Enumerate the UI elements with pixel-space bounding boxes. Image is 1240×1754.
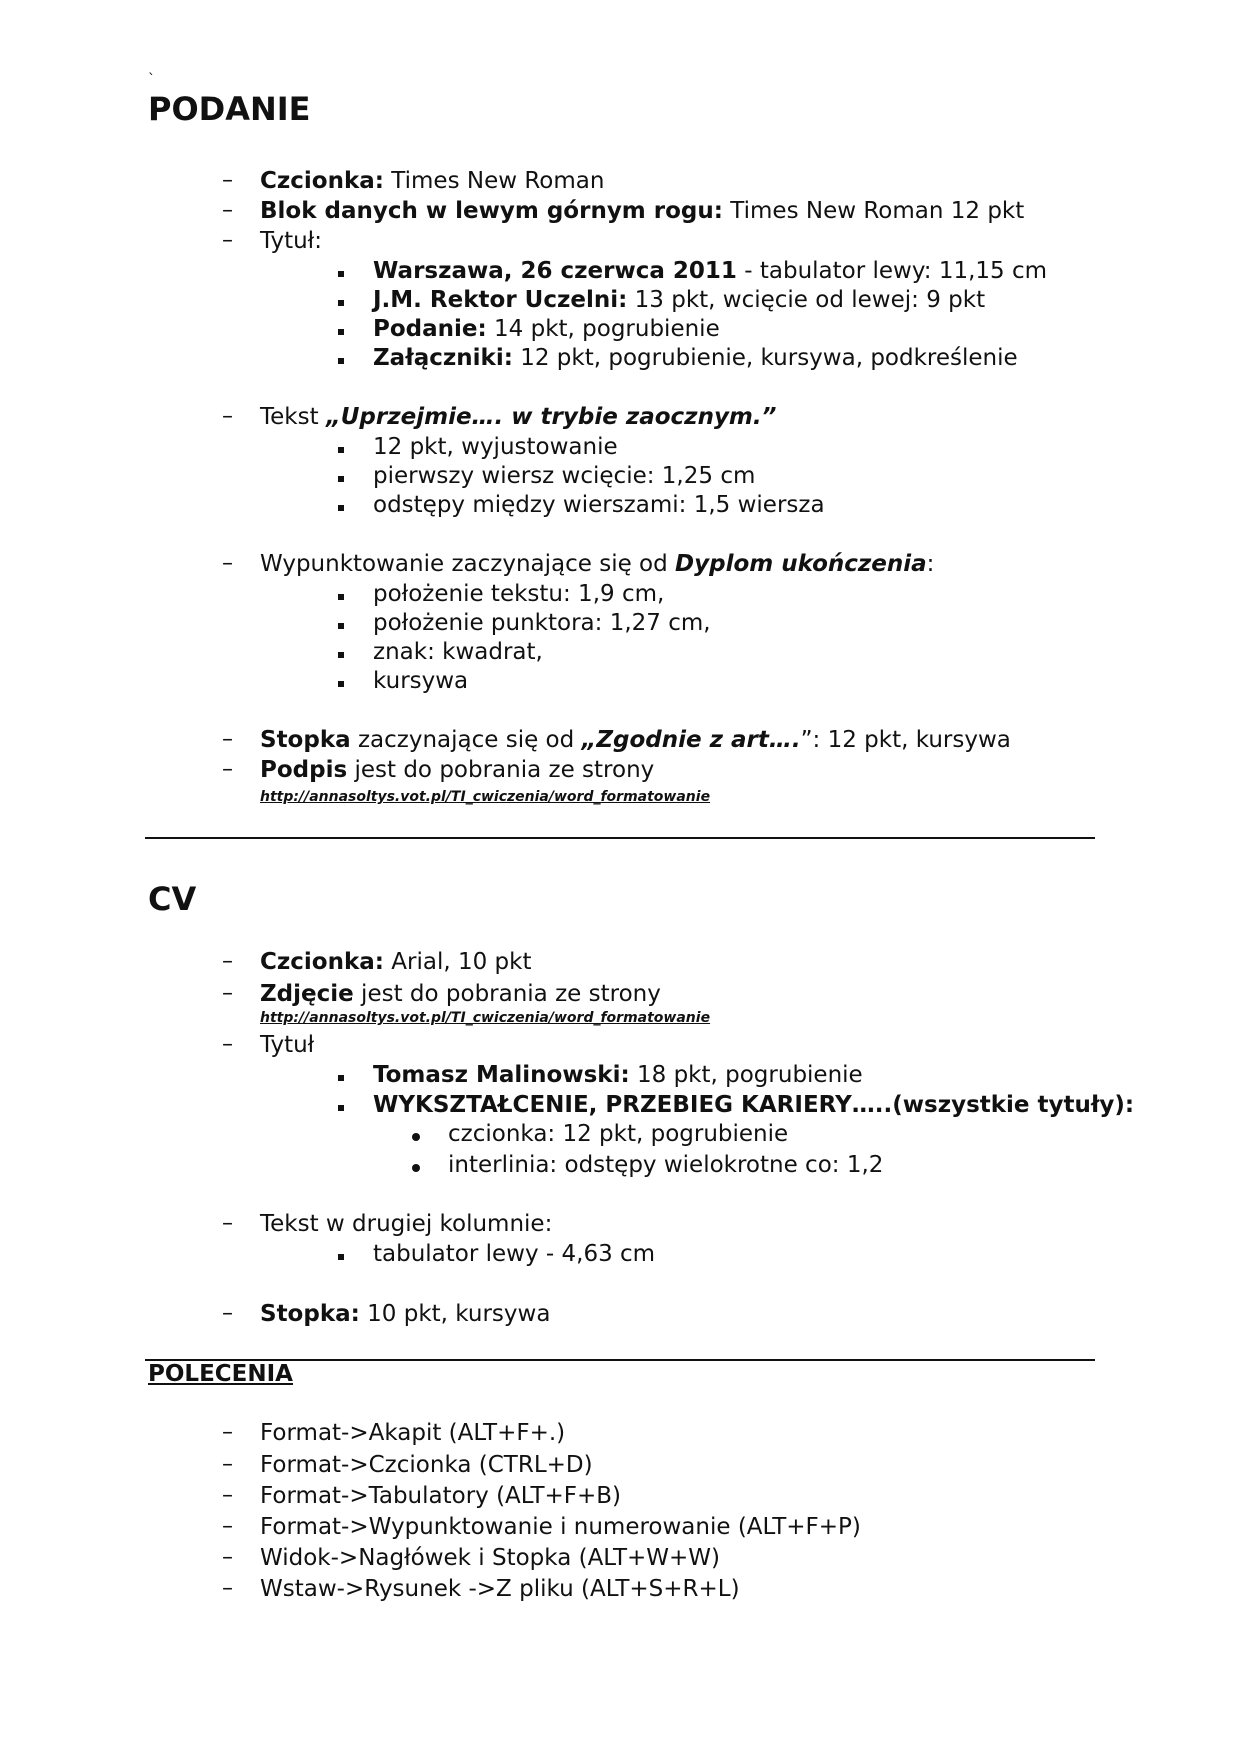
label: Czcionka:	[260, 949, 384, 975]
rest: jest do pobrania ze strony	[353, 981, 661, 1007]
heading-podanie: PODANIE	[148, 90, 311, 128]
square-bullet-icon	[338, 652, 344, 658]
square-bullet-icon	[338, 623, 344, 629]
dash-icon: –	[222, 727, 233, 752]
bold: Stopka:	[260, 1301, 360, 1327]
podpis-link[interactable]: http://annasoltys.vot.pl/TI_cwiczenia/word_formatowanie	[260, 789, 711, 805]
wyp-item-4: kursywa	[373, 668, 469, 694]
square-bullet-icon	[338, 1075, 344, 1081]
polecenie-item-3: Format->Tabulatory (ALT+F+B)	[260, 1483, 622, 1509]
podanie-tytul: Tytuł:	[260, 228, 322, 254]
cv-tytul: Tytuł	[260, 1032, 315, 1058]
bold: Tomasz Malinowski:	[373, 1062, 630, 1088]
prefix: Wypunktowanie zaczynające się od	[260, 551, 676, 577]
podanie-tekst	[260, 404, 776, 430]
rest: - tabulator lewy: 11,15 cm	[736, 258, 1048, 284]
cv-tytul-item-2	[373, 1092, 1134, 1118]
cv-czcionka	[260, 949, 532, 975]
podanie-stopka	[260, 727, 1011, 753]
podanie-podpis	[260, 757, 654, 783]
polecenie-item-1: Format->Akapit (ALT+F+.)	[260, 1420, 566, 1446]
square-bullet-icon	[338, 271, 344, 277]
round-bullet-icon	[412, 1133, 420, 1141]
square-bullet-icon	[338, 1105, 344, 1111]
square-bullet-icon	[338, 358, 344, 364]
square-bullet-icon	[338, 447, 344, 453]
square-bullet-icon	[338, 681, 344, 687]
rest: 12 pkt, pogrubienie, kursywa, podkreślenie	[512, 345, 1018, 371]
dash-icon: –	[222, 1211, 233, 1236]
tytul-item-1	[373, 258, 1047, 284]
dash-icon: –	[222, 949, 233, 974]
heading-cv: CV	[148, 880, 197, 918]
cv-tab-item: tabulator lewy - 4,63 cm	[373, 1241, 656, 1267]
podanie-wypunktowanie	[260, 551, 934, 577]
dash-icon: –	[222, 1576, 233, 1601]
cv-sub-item-1: czcionka: 12 pkt, pogrubienie	[448, 1121, 789, 1147]
wyp-item-2: położenie punktora: 1,27 cm,	[373, 610, 711, 636]
wyp-item-3: znak: kwadrat,	[373, 639, 543, 665]
dash-icon: –	[222, 1514, 233, 1539]
dash-icon: –	[222, 1301, 233, 1326]
square-bullet-icon	[338, 329, 344, 335]
cv-tytul-item-1	[373, 1062, 863, 1088]
rest: 13 pkt, wcięcie od lewej: 9 pkt	[627, 287, 986, 313]
value: Times New Roman	[383, 168, 605, 194]
bold: Podanie:	[373, 316, 487, 342]
tytul-item-2	[373, 287, 985, 313]
divider	[145, 837, 1095, 839]
cv-tekst2: Tekst w drugiej kolumnie:	[260, 1211, 553, 1237]
tytul-item-4	[373, 345, 1018, 371]
podanie-czcionka	[260, 168, 604, 194]
cv-stopka	[260, 1301, 550, 1327]
cv-sub-item-2: interlinia: odstępy wielokrotne co: 1,2	[448, 1152, 884, 1178]
dash-icon: –	[222, 1483, 233, 1508]
polecenie-item-6: Wstaw->Rysunek ->Z pliku (ALT+S+R+L)	[260, 1576, 740, 1602]
polecenie-item-4: Format->Wypunktowanie i numerowanie (ALT+F+P)	[260, 1514, 861, 1540]
value: Times New Roman 12 pkt	[722, 198, 1025, 224]
stray-mark: `	[148, 72, 155, 88]
dash-icon: –	[222, 1545, 233, 1570]
square-bullet-icon	[338, 505, 344, 511]
wyp-item-1: położenie tekstu: 1,9 cm,	[373, 581, 665, 607]
bold: J.M. Rektor Uczelni:	[373, 287, 628, 313]
zdjecie-link[interactable]: http://annasoltys.vot.pl/TI_cwiczenia/word_formatowanie	[260, 1010, 711, 1026]
bold: Stopka	[260, 727, 351, 753]
prefix: Tekst	[260, 404, 326, 430]
bold: Zdjęcie	[260, 981, 354, 1007]
dash-icon: –	[222, 228, 233, 253]
dash-icon: –	[222, 1420, 233, 1445]
square-bullet-icon	[338, 1254, 344, 1260]
round-bullet-icon	[412, 1164, 420, 1172]
heading-polecenia: POLECENIA	[148, 1361, 293, 1387]
dash-icon: –	[222, 981, 233, 1006]
rest: 14 pkt, pogrubienie	[486, 316, 720, 342]
tytul-item-3	[373, 316, 720, 342]
rest: ”: 12 pkt, kursywa	[800, 727, 1011, 753]
square-bullet-icon	[338, 594, 344, 600]
bold: Podpis	[260, 757, 348, 783]
bold: Załączniki:	[373, 345, 513, 371]
rest: 18 pkt, pogrubienie	[629, 1062, 863, 1088]
label: Blok danych w lewym górnym rogu:	[260, 198, 723, 224]
dash-icon: –	[222, 757, 233, 782]
rest: jest do pobrania ze strony	[347, 757, 655, 783]
bold: Warszawa, 26 czerwca 2011	[373, 258, 737, 284]
mid: zaczynające się od	[350, 727, 582, 753]
label: Czcionka:	[260, 168, 384, 194]
cv-zdjecie	[260, 981, 661, 1007]
dash-icon: –	[222, 551, 233, 576]
dash-icon: –	[222, 198, 233, 223]
bold: WYKSZTAŁCENIE, PRZEBIEG KARIERY…..(wszystkie tytuły):	[373, 1092, 1135, 1118]
polecenie-item-2: Format->Czcionka (CTRL+D)	[260, 1452, 593, 1478]
dash-icon: –	[222, 404, 233, 429]
square-bullet-icon	[338, 476, 344, 482]
dash-icon: –	[222, 1032, 233, 1057]
quote: „Uprzejmie…. w trybie zaocznym.”	[325, 404, 777, 430]
dash-icon: –	[222, 1452, 233, 1477]
dash-icon: –	[222, 168, 233, 193]
suffix: :	[926, 551, 935, 577]
value: Arial, 10 pkt	[383, 949, 532, 975]
tekst-item-1: 12 pkt, wyjustowanie	[373, 434, 618, 460]
italic: „Zgodnie z art….	[581, 727, 801, 753]
italic: Dyplom ukończenia	[675, 551, 927, 577]
square-bullet-icon	[338, 300, 344, 306]
polecenie-item-5: Widok->Nagłówek i Stopka (ALT+W+W)	[260, 1545, 720, 1571]
tekst-item-3: odstępy między wierszami: 1,5 wiersza	[373, 492, 825, 518]
rest: 10 pkt, kursywa	[359, 1301, 551, 1327]
podanie-blok	[260, 198, 1024, 224]
tekst-item-2: pierwszy wiersz wcięcie: 1,25 cm	[373, 463, 756, 489]
